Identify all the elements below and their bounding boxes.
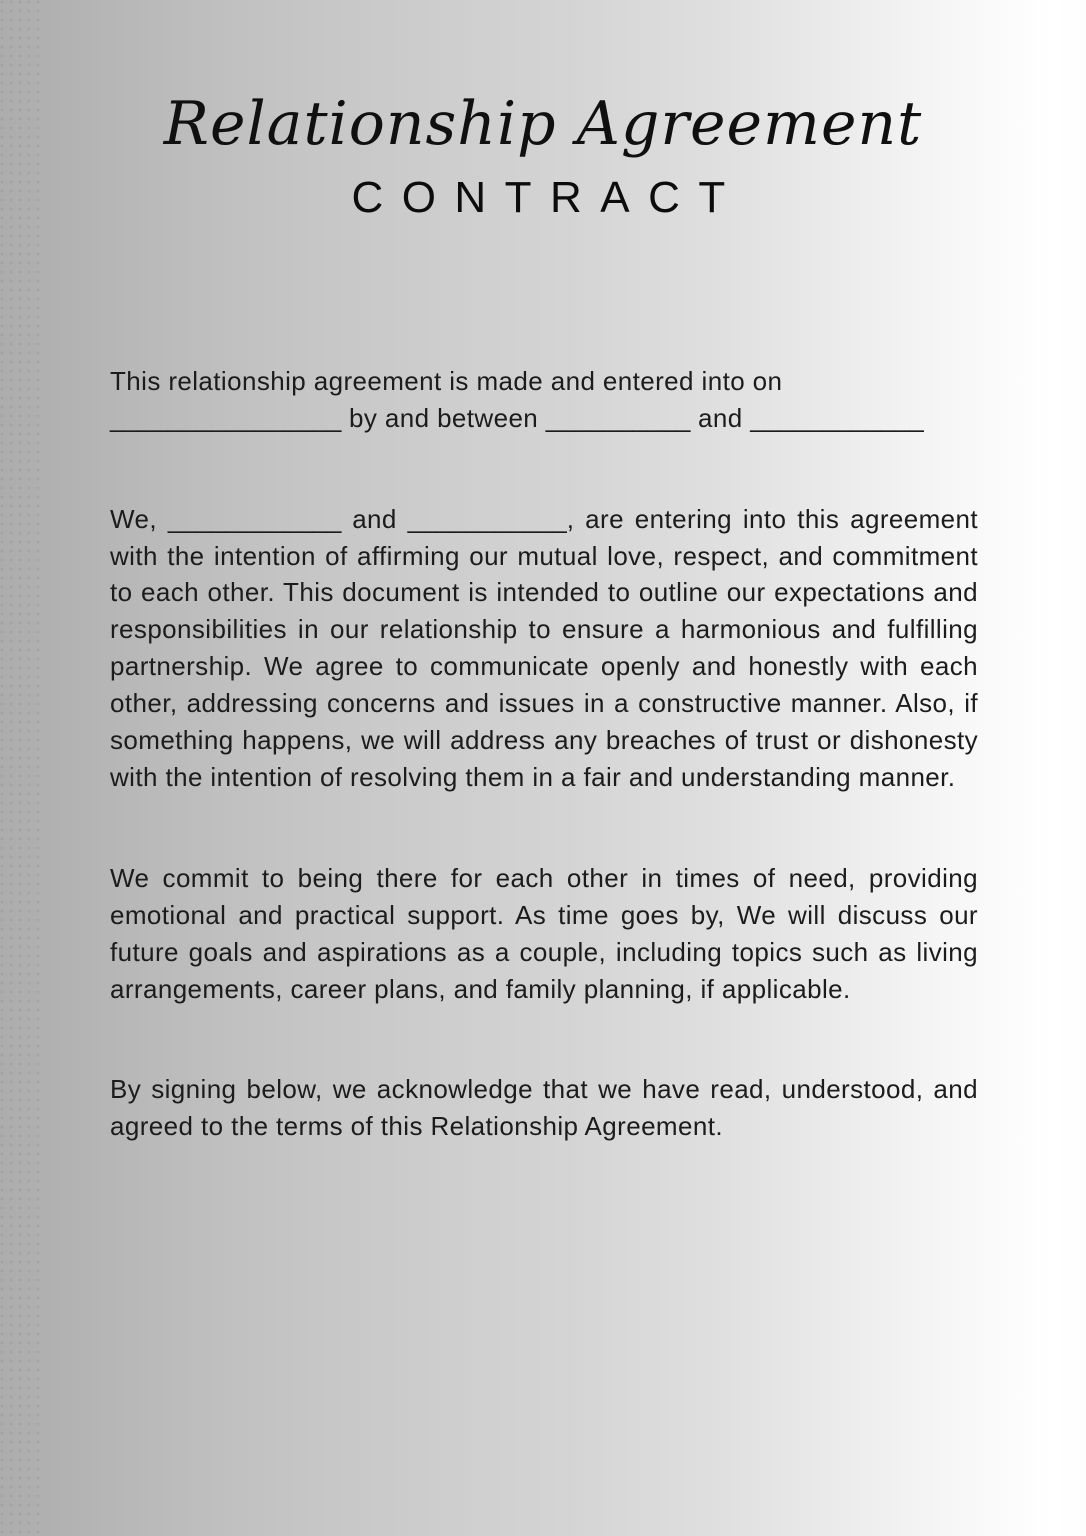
title-caps: CONTRACT <box>351 173 744 222</box>
blank-line: ___________ <box>407 503 567 534</box>
paragraph-text: , are entering into this agreement with the intention of affirming our mutual love, respect, and commitment to each other. This document is intended to outline our expectations and responsibilities in our relationship to ensure a harmonious and fulfilling partnership. We agree to communicate openly and honestly with each other, addressing concerns and issues in a constructive manner. Also, if something happens, we will address any breaches of trust or dishonesty with the intention of resolving them in a fair and understanding manner. <box>110 503 979 792</box>
document-header <box>0 0 1086 225</box>
agreement-paragraph <box>110 501 978 796</box>
paragraph-text: by and between <box>341 402 546 433</box>
blank-line: ____________ <box>750 402 924 433</box>
blank-line: ________________ <box>110 402 342 433</box>
intro-paragraph <box>110 363 978 437</box>
paragraph-text: We, <box>110 503 168 534</box>
title-script: Relationship Agreement <box>163 89 923 159</box>
paragraph-text: We commit to being there for each other in times of need, providing emotional and practical support. As time goes by, We will discuss our future goals and aspirations as a couple, including topics such as living arrangements, career plans, and family planning, if applicable. <box>110 862 978 1004</box>
paragraph-text: By signing below, we acknowledge that we have read, understood, and agreed to the terms of this Relationship Agreement. <box>110 1074 978 1142</box>
blank-line: ____________ <box>167 503 342 534</box>
commitment-paragraph <box>110 860 978 1008</box>
paragraph-text: and <box>341 503 408 534</box>
blank-line: __________ <box>545 402 691 433</box>
paragraph-text: This relationship agreement is made and entered into on <box>110 365 783 396</box>
paragraph-text: and <box>690 402 751 433</box>
signature-paragraph <box>110 1071 978 1145</box>
document-body <box>110 363 978 1146</box>
paper-texture-dots <box>0 0 44 1536</box>
